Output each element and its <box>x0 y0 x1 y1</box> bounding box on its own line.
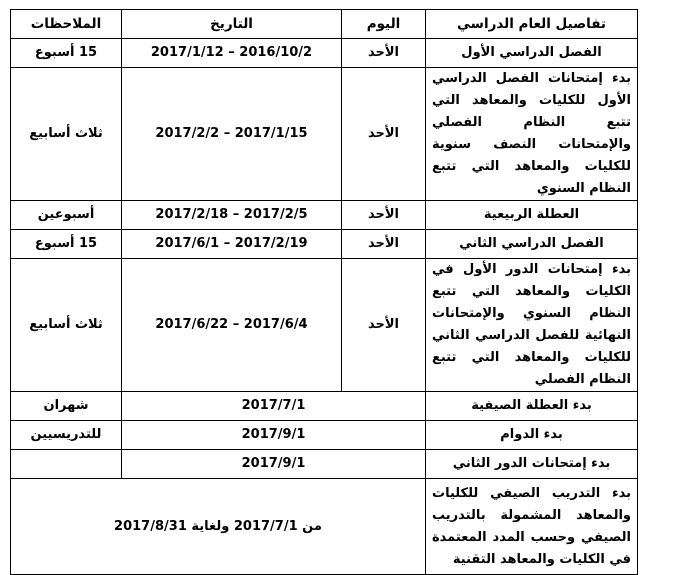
table-row <box>11 421 638 450</box>
row-date: 2017/7/1 <box>122 392 426 421</box>
table-row <box>11 39 638 68</box>
row-date: 2017/1/15 – 2017/2/2 <box>122 68 342 201</box>
row-date: 2016/10/2 – 2017/1/12 <box>122 39 342 68</box>
row-details: بدء إمتحانات الفصل الدراسي الأول للكليات والمعاهد التي تتبع النظام الفصلي والإمتحانات النصف سنوية للكليات والمعاهد التي تتبع النظام السنوي <box>426 68 638 201</box>
table-row <box>11 259 638 392</box>
row-notes: شهران <box>11 392 122 421</box>
row-notes: أسبوعين <box>11 201 122 230</box>
table-row <box>11 479 638 575</box>
row-date: 2017/2/5 – 2017/2/18 <box>122 201 342 230</box>
row-details: بدء العطلة الصيفية <box>426 392 638 421</box>
row-notes: للتدريسيين <box>11 421 122 450</box>
row-notes: 15 أسبوع <box>11 39 122 68</box>
row-date: 2017/6/4 – 2017/6/22 <box>122 259 342 392</box>
row-day: الأحد <box>342 201 426 230</box>
row-notes: ثلاث أسابيع <box>11 68 122 201</box>
row-day: الأحد <box>342 39 426 68</box>
row-date: من 2017/7/1 ولغاية 2017/8/31 <box>11 479 426 575</box>
header-date: التاريخ <box>122 10 342 39</box>
row-details: بدء الدوام <box>426 421 638 450</box>
row-day: الأحد <box>342 68 426 201</box>
row-date: 2017/9/1 <box>122 450 426 479</box>
table-row <box>11 450 638 479</box>
row-notes: ثلاث أسابيع <box>11 259 122 392</box>
row-notes: 15 أسبوع <box>11 230 122 259</box>
row-details: بدء إمتحانات الدور الأول في الكليات والمعاهد التي تتبع النظام السنوي والإمتحانات النهائية للفصل الدراسي الثاني للكليات والمعاهد التي تتبع النظام الفصلي <box>426 259 638 392</box>
row-details: بدء التدريب الصيفي للكليات والمعاهد المشمولة بالتدريب الصيفي وحسب المدد المعتمدة في الكليات والمعاهد التقنية <box>426 479 638 575</box>
row-notes <box>11 450 122 479</box>
header-notes: الملاحظات <box>11 10 122 39</box>
row-date: 2017/9/1 <box>122 421 426 450</box>
table-row <box>11 230 638 259</box>
row-details: العطلة الربيعية <box>426 201 638 230</box>
row-details: بدء إمتحانات الدور الثاني <box>426 450 638 479</box>
row-day: الأحد <box>342 259 426 392</box>
row-details: الفصل الدراسي الأول <box>426 39 638 68</box>
academic-calendar-table <box>10 9 638 575</box>
calendar-table-wrapper <box>10 9 638 575</box>
row-date: 2017/2/19 – 2017/6/1 <box>122 230 342 259</box>
row-day: الأحد <box>342 230 426 259</box>
header-details: تفاصيل العام الدراسي <box>426 10 638 39</box>
table-row <box>11 201 638 230</box>
row-details: الفصل الدراسي الثاني <box>426 230 638 259</box>
header-day: اليوم <box>342 10 426 39</box>
table-row <box>11 392 638 421</box>
header-row <box>11 10 638 39</box>
table-row <box>11 68 638 201</box>
